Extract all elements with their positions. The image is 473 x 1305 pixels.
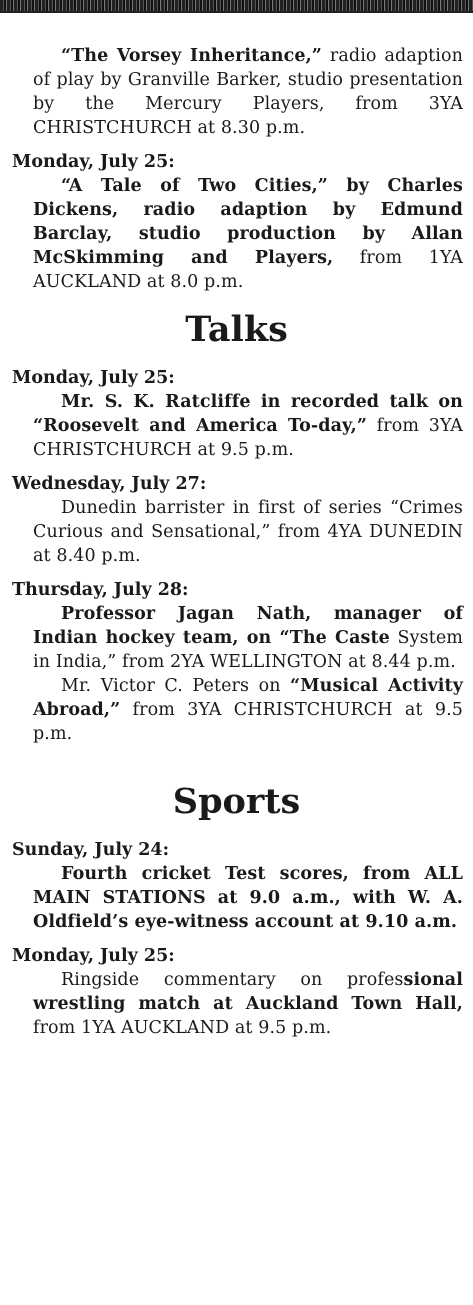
listing-title: Mr. S. K. Ratcliffe in recorded talk on “Roosevelt and America To-day,” — [33, 392, 463, 436]
listing-title: Fourth cricket Test scores, from ALL MAIN STATIONS at 9.0 a.m., with W. A. Oldfield’s eye-witness account at 9.10 a.m. — [33, 864, 463, 932]
radio-listings-column — [0, 44, 473, 1040]
listing-ratcliffe-talk — [0, 390, 473, 462]
top-border-rule — [0, 0, 473, 13]
listing-title: sional wrestling match at Auckland Town Hall, — [33, 970, 463, 1014]
day-heading-thursday: Thursday, July 28: — [12, 580, 189, 600]
day-heading-wednesday: Wednesday, July 27: — [12, 474, 207, 494]
day-heading-monday: Monday, July 25: — [12, 368, 175, 388]
listing-tale-of-two-cities — [0, 174, 473, 294]
listing-details: from 1YA AUCKLAND at 8.0 p.m. — [33, 248, 463, 292]
listing-details: from 3YA CHRISTCHURCH at 9.5 p.m. — [33, 416, 464, 460]
section-heading-talks: Talks — [185, 309, 288, 350]
day-heading-monday: Monday, July 25: — [12, 152, 175, 172]
listing-jagan-nath — [0, 602, 473, 674]
listing-details: System in India,” from 2YA WELLINGTON at 8.44 p.m. — [33, 628, 463, 672]
listing-cricket-test — [0, 862, 473, 934]
listing-details: from 3YA CHRISTCHURCH at 9.5 p.m. — [33, 700, 463, 744]
listing-vorsey-inheritance — [0, 44, 473, 140]
listing-title: “Musical Activity Abroad,” — [33, 676, 463, 720]
listing-details: from 1YA AUCKLAND at 9.5 p.m. — [33, 1018, 332, 1038]
listing-dunedin-barrister: Dunedin barrister in first of series “Crimes Curious and Sensational,” from 4YA DUNEDIN at 8.40 p.m. — [33, 498, 463, 566]
listing-title: “The Vorsey Inheritance,” — [61, 46, 322, 66]
day-heading-monday: Monday, July 25: — [12, 946, 175, 966]
listing-intro: Ringside commentary on profes — [61, 970, 404, 990]
listing-title: Professor Jagan Nath, manager of Indian hockey team, on “The Caste — [33, 604, 463, 648]
listing-details: radio adaption of play by Granville Barker, studio presentation by the Mercury Players, from 3YA CHRISTCHURCH at 8.30 p.m. — [33, 46, 463, 138]
section-heading-sports: Sports — [172, 781, 301, 822]
listing-title: “A Tale of Two Cities,” by Charles Dickens, radio adaption by Edmund Barclay, studio production by Allan McSkimming and Players, — [33, 176, 463, 268]
listing-intro: Mr. Victor C. Peters on — [61, 676, 291, 696]
day-heading-sunday: Sunday, July 24: — [12, 840, 170, 860]
listing-wrestling — [0, 968, 473, 1040]
listing-victor-peters — [0, 674, 473, 746]
